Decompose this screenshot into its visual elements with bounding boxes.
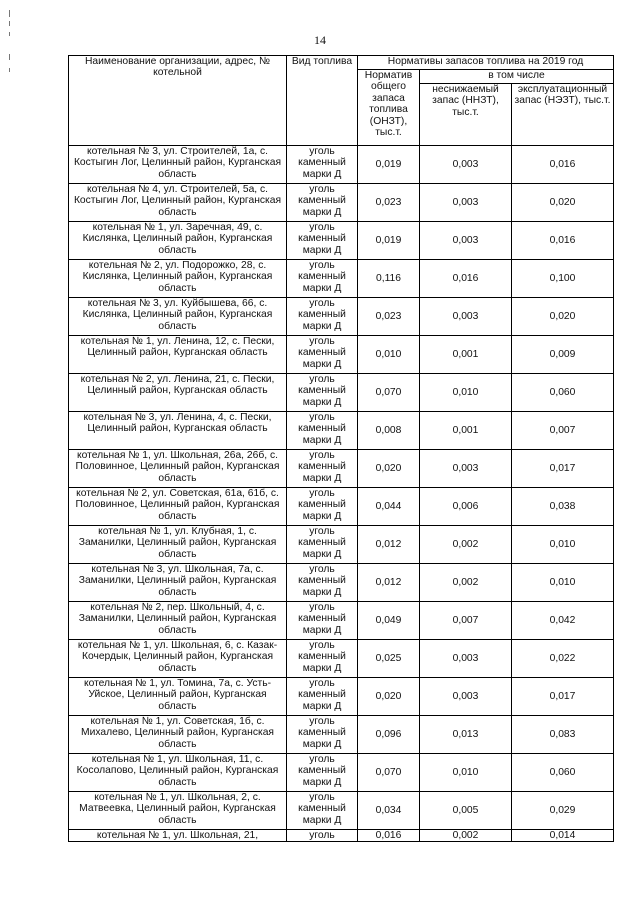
operational-cell: 0,010 xyxy=(512,564,614,602)
org-cell: котельная № 1, ул. Советская, 1б, с. Михалево, Целинный район, Курганская область xyxy=(69,716,287,754)
irreducible-cell: 0,003 xyxy=(420,450,512,488)
org-cell: котельная № 3, ул. Школьная, 7а, с. Заманилки, Целинный район, Курганская область xyxy=(69,564,287,602)
irreducible-cell: 0,003 xyxy=(420,640,512,678)
operational-cell: 0,016 xyxy=(512,146,614,184)
total-reserve-cell: 0,016 xyxy=(358,830,420,842)
irreducible-cell: 0,001 xyxy=(420,336,512,374)
total-reserve-cell: 0,020 xyxy=(358,678,420,716)
total-reserve-cell: 0,116 xyxy=(358,260,420,298)
operational-cell: 0,014 xyxy=(512,830,614,842)
total-reserve-cell: 0,012 xyxy=(358,526,420,564)
org-cell: котельная № 2, ул. Советская, 61а, 61б, с. Половинное, Целинный район, Курганская область xyxy=(69,488,287,526)
fuel-cell: уголь каменный марки Д xyxy=(287,526,358,564)
operational-cell: 0,038 xyxy=(512,488,614,526)
header-organization: Наименование организации, адрес, № котельной xyxy=(69,56,287,146)
irreducible-cell: 0,002 xyxy=(420,526,512,564)
irreducible-cell: 0,010 xyxy=(420,374,512,412)
fuel-cell: уголь каменный марки Д xyxy=(287,716,358,754)
org-cell: котельная № 2, ул. Ленина, 21, с. Пески, Целинный район, Курганская область xyxy=(69,374,287,412)
fuel-cell: уголь каменный марки Д xyxy=(287,260,358,298)
operational-cell: 0,029 xyxy=(512,792,614,830)
page-number: 14 xyxy=(314,33,326,47)
table-row xyxy=(69,716,614,754)
table-row xyxy=(69,412,614,450)
org-cell: котельная № 3, ул. Ленина, 4, с. Пески, Целинный район, Курганская область xyxy=(69,412,287,450)
fuel-cell: уголь каменный марки Д xyxy=(287,792,358,830)
operational-cell: 0,060 xyxy=(512,374,614,412)
table-row xyxy=(69,678,614,716)
fuel-cell: уголь каменный марки Д xyxy=(287,412,358,450)
irreducible-cell: 0,003 xyxy=(420,146,512,184)
operational-cell: 0,007 xyxy=(512,412,614,450)
table-body xyxy=(69,146,614,842)
operational-cell: 0,010 xyxy=(512,526,614,564)
table-row xyxy=(69,488,614,526)
operational-cell: 0,020 xyxy=(512,298,614,336)
org-cell: котельная № 1, ул. Клубная, 1, с. Заманилки, Целинный район, Курганская область xyxy=(69,526,287,564)
total-reserve-cell: 0,008 xyxy=(358,412,420,450)
fuel-cell: уголь каменный марки Д xyxy=(287,184,358,222)
table-row xyxy=(69,754,614,792)
irreducible-cell: 0,003 xyxy=(420,184,512,222)
header-operational: эксплуатационный запас (НЭЗТ), тыс.т. xyxy=(512,84,614,146)
fuel-cell: уголь каменный марки Д xyxy=(287,222,358,260)
operational-cell: 0,016 xyxy=(512,222,614,260)
irreducible-cell: 0,010 xyxy=(420,754,512,792)
table-row xyxy=(69,336,614,374)
fuel-cell: уголь каменный марки Д xyxy=(287,146,358,184)
fuel-cell: уголь каменный марки Д xyxy=(287,298,358,336)
scan-margin-marks xyxy=(8,10,14,80)
total-reserve-cell: 0,096 xyxy=(358,716,420,754)
total-reserve-cell: 0,044 xyxy=(358,488,420,526)
fuel-cell: уголь каменный марки Д xyxy=(287,374,358,412)
fuel-cell: уголь каменный марки Д xyxy=(287,678,358,716)
total-reserve-cell: 0,023 xyxy=(358,298,420,336)
total-reserve-cell: 0,019 xyxy=(358,146,420,184)
org-cell: котельная № 4, ул. Строителей, 5а, с. Костыгин Лог, Целинный район, Курганская область xyxy=(69,184,287,222)
fuel-cell: уголь каменный марки Д xyxy=(287,602,358,640)
operational-cell: 0,009 xyxy=(512,336,614,374)
table-row xyxy=(69,146,614,184)
table-row xyxy=(69,260,614,298)
irreducible-cell: 0,007 xyxy=(420,602,512,640)
irreducible-cell: 0,003 xyxy=(420,222,512,260)
org-cell: котельная № 1, ул. Школьная, 6, с. Казак-Кочердык, Целинный район, Курганская область xyxy=(69,640,287,678)
total-reserve-cell: 0,070 xyxy=(358,374,420,412)
irreducible-cell: 0,002 xyxy=(420,564,512,602)
table-row xyxy=(69,222,614,260)
irreducible-cell: 0,003 xyxy=(420,298,512,336)
org-cell: котельная № 2, ул. Подорожко, 28, с. Кислянка, Целинный район, Курганская область xyxy=(69,260,287,298)
header-total-reserve: Норматив общего запаса топлива (ОНЗТ), тыс.т. xyxy=(358,70,420,146)
operational-cell: 0,017 xyxy=(512,678,614,716)
fuel-reserve-table xyxy=(68,55,614,842)
table-row xyxy=(69,564,614,602)
irreducible-cell: 0,005 xyxy=(420,792,512,830)
total-reserve-cell: 0,025 xyxy=(358,640,420,678)
irreducible-cell: 0,013 xyxy=(420,716,512,754)
total-reserve-cell: 0,012 xyxy=(358,564,420,602)
total-reserve-cell: 0,070 xyxy=(358,754,420,792)
org-cell: котельная № 1, ул. Школьная, 11, с. Косолапово, Целинный район, Курганская область xyxy=(69,754,287,792)
header-including: в том числе xyxy=(420,70,614,84)
operational-cell: 0,060 xyxy=(512,754,614,792)
org-cell: котельная № 1, ул. Заречная, 49, с. Кислянка, Целинный район, Курганская область xyxy=(69,222,287,260)
fuel-cell: уголь каменный марки Д xyxy=(287,754,358,792)
operational-cell: 0,083 xyxy=(512,716,614,754)
org-cell: котельная № 2, пер. Школьный, 4, с. Заманилки, Целинный район, Курганская область xyxy=(69,602,287,640)
header-fuel-type: Вид топлива xyxy=(287,56,358,146)
fuel-cell: уголь каменный марки Д xyxy=(287,640,358,678)
total-reserve-cell: 0,020 xyxy=(358,450,420,488)
total-reserve-cell: 0,034 xyxy=(358,792,420,830)
table-row xyxy=(69,640,614,678)
fuel-cell: уголь каменный марки Д xyxy=(287,488,358,526)
org-cell: котельная № 1, ул. Ленина, 12, с. Пески, Целинный район, Курганская область xyxy=(69,336,287,374)
table-row xyxy=(69,526,614,564)
table-row xyxy=(69,450,614,488)
table-row xyxy=(69,792,614,830)
irreducible-cell: 0,006 xyxy=(420,488,512,526)
table-row xyxy=(69,298,614,336)
org-cell: котельная № 3, ул. Строителей, 1а, с. Костыгин Лог, Целинный район, Курганская область xyxy=(69,146,287,184)
irreducible-cell: 0,001 xyxy=(420,412,512,450)
total-reserve-cell: 0,019 xyxy=(358,222,420,260)
irreducible-cell: 0,016 xyxy=(420,260,512,298)
org-cell: котельная № 1, ул. Томина, 7а, с. Усть-Уйское, Целинный район, Курганская область xyxy=(69,678,287,716)
operational-cell: 0,100 xyxy=(512,260,614,298)
operational-cell: 0,042 xyxy=(512,602,614,640)
table-row xyxy=(69,602,614,640)
header-norms-2019: Нормативы запасов топлива на 2019 год xyxy=(358,56,614,70)
fuel-cell: уголь каменный марки Д xyxy=(287,336,358,374)
table-row xyxy=(69,830,614,842)
fuel-cell: уголь каменный марки Д xyxy=(287,564,358,602)
operational-cell: 0,017 xyxy=(512,450,614,488)
org-cell: котельная № 1, ул. Школьная, 2, с. Матвеевка, Целинный район, Курганская область xyxy=(69,792,287,830)
table-row xyxy=(69,374,614,412)
irreducible-cell: 0,003 xyxy=(420,678,512,716)
total-reserve-cell: 0,023 xyxy=(358,184,420,222)
operational-cell: 0,022 xyxy=(512,640,614,678)
total-reserve-cell: 0,049 xyxy=(358,602,420,640)
org-cell: котельная № 1, ул. Школьная, 26а, 26б, с. Половинное, Целинный район, Курганская область xyxy=(69,450,287,488)
org-cell: котельная № 1, ул. Школьная, 21, xyxy=(69,830,287,842)
operational-cell: 0,020 xyxy=(512,184,614,222)
irreducible-cell: 0,002 xyxy=(420,830,512,842)
fuel-cell: уголь xyxy=(287,830,358,842)
table-row xyxy=(69,184,614,222)
fuel-cell: уголь каменный марки Д xyxy=(287,450,358,488)
total-reserve-cell: 0,010 xyxy=(358,336,420,374)
org-cell: котельная № 3, ул. Куйбышева, 66, с. Кислянка, Целинный район, Курганская область xyxy=(69,298,287,336)
header-irreducible: неснижаемый запас (ННЗТ), тыс.т. xyxy=(420,84,512,146)
